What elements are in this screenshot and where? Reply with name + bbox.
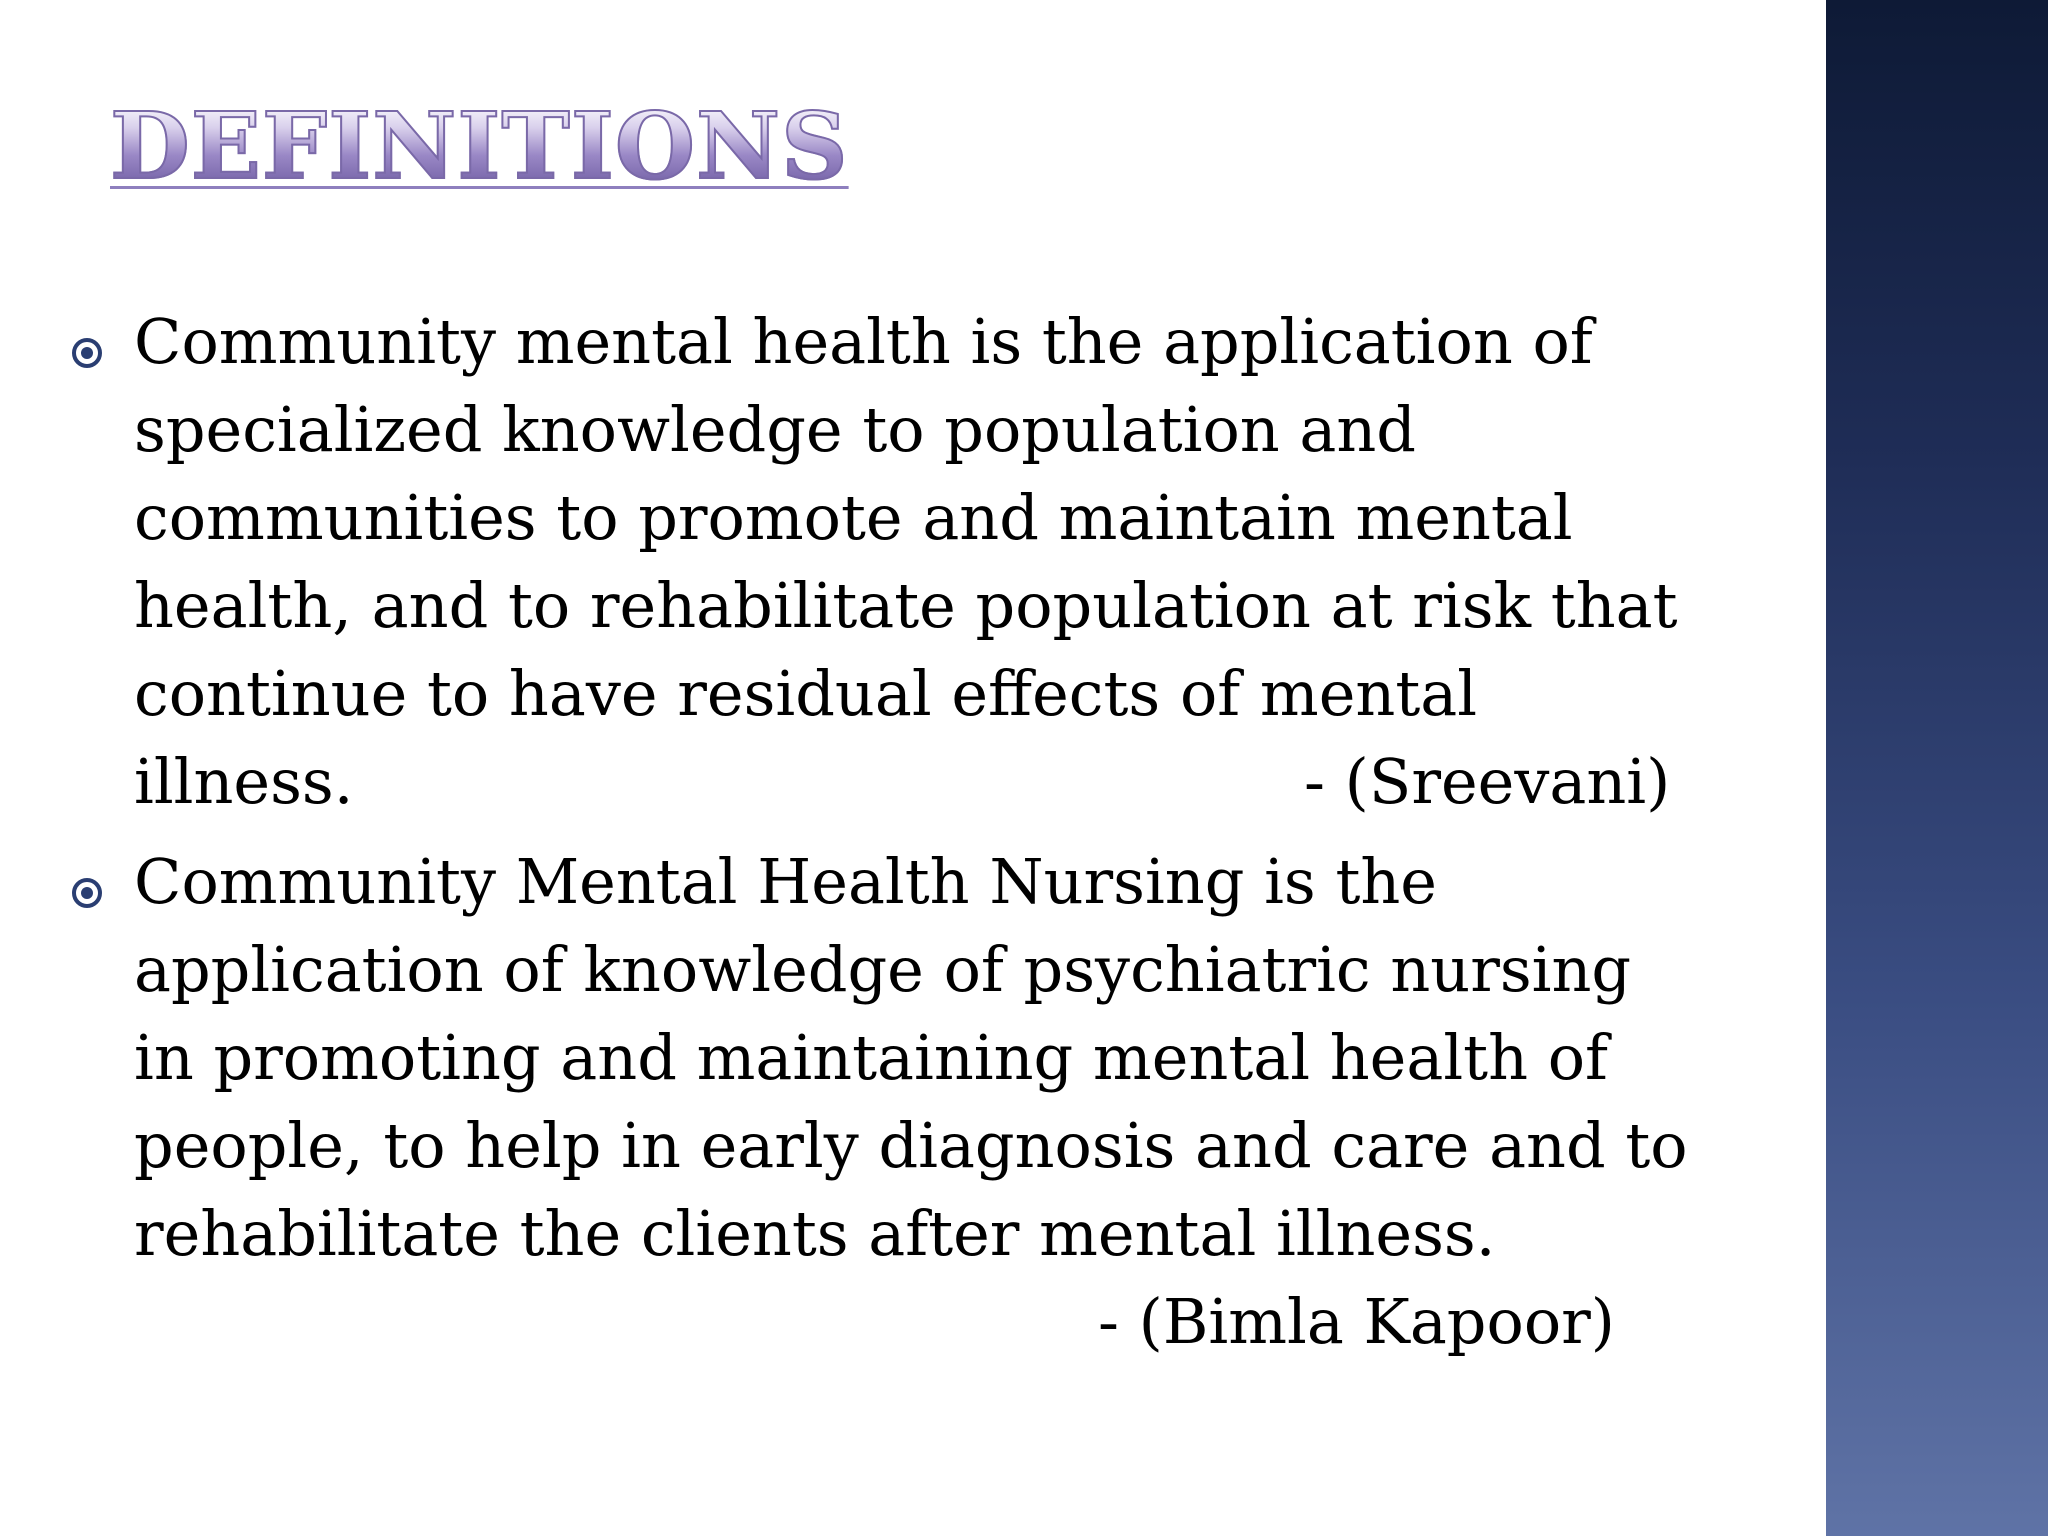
citation: - (Sreevani) (1304, 745, 1671, 818)
text-line: communities to promote and maintain mental (134, 481, 1573, 554)
text-line: Community mental health is the application of (134, 305, 1593, 378)
decorative-side-panel (1826, 0, 2048, 1536)
bullet-text (134, 298, 1792, 826)
circle-bullet-icon (72, 338, 102, 368)
slide-title: DEFINITIONS (110, 92, 849, 200)
text-line: Community Mental Health Nursing is the (134, 845, 1437, 918)
text-line: application of knowledge of psychiatric nursing (134, 933, 1632, 1006)
text-line: in promoting and maintaining mental health of (134, 1021, 1608, 1094)
bullet-item-sreevani (72, 298, 1792, 826)
text-line: rehabilitate the clients after mental illness. (134, 1197, 1496, 1270)
circle-bullet-icon (72, 878, 102, 908)
text-line: specialized knowledge to population and (134, 393, 1416, 466)
citation: - (Bimla Kapoor) (1098, 1285, 1615, 1358)
text-line: people, to help in early diagnosis and care and to (134, 1109, 1688, 1182)
text-line: illness. (134, 745, 354, 818)
text-line-with-citation (134, 738, 1792, 826)
bullet-item-bimla-kapoor (72, 838, 1792, 1358)
bullet-text (134, 838, 1792, 1358)
bullet-list (72, 298, 1792, 1358)
text-line: continue to have residual effects of mental (134, 657, 1478, 730)
text-line: health, and to rehabilitate population at risk that (134, 569, 1678, 642)
